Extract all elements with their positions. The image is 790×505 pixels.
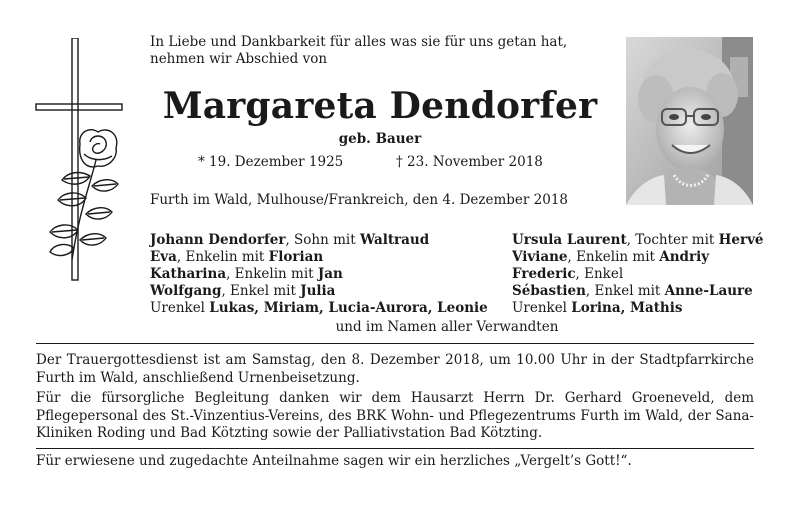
deceased-name: Margareta Dendorfer: [162, 85, 598, 127]
family-member-line: [512, 249, 772, 266]
family-relation: , Enkelin mit: [567, 249, 660, 265]
family-name: Frederic: [512, 266, 576, 282]
family-member-line: [150, 283, 500, 300]
family-member-line: [150, 266, 500, 283]
thanks-text: Für die fürsorgliche Begleitung danken wir dem Hausarzt Herrn Dr. Gerhard Groeneveld, dem Pflegepersonal des St.-Vinzentius-Vereins, des BRK Wohn- und Pflegezentrums Furth im Wald, der Sana-Kliniken Roding und Bad Kötzting sowie der Palliativstation Bad Kötzting.: [36, 390, 754, 441]
family-name: Ursula Laurent: [512, 232, 627, 248]
family-relation: , Enkel mit: [585, 283, 665, 299]
closing-text: Für erwiesene und zugedachte Anteilnahme sagen wir ein herzliches „Vergelt’s Gott!“.: [36, 453, 632, 469]
family-relation: , Enkelin mit: [176, 249, 269, 265]
family-member-line: [150, 232, 500, 249]
family-name: Julia: [300, 283, 336, 299]
family-name: Florian: [268, 249, 324, 265]
family-name: Jan: [317, 266, 343, 282]
family-name: Andriy: [659, 249, 710, 265]
family-name: Wolfgang: [150, 283, 222, 299]
portrait-photo: [626, 37, 753, 205]
family-member-line: [512, 266, 772, 283]
family-relation: Urenkel: [512, 300, 572, 316]
intro-line-1: In Liebe und Dankbarkeit für alles was sie für uns getan hat,: [150, 34, 568, 50]
funeral-service-text: Der Trauergottesdienst ist am Samstag, den 8. Dezember 2018, um 10.00 Uhr in der Stadtpfarrkirche Furth im Wald, anschließend Urnenbeisetzung.: [36, 352, 754, 386]
maiden-name: geb. Bauer: [338, 131, 422, 147]
cross-with-rose-icon: [34, 38, 134, 288]
family-name: Katharina: [150, 266, 227, 282]
intro-line-2: nehmen wir Abschied von: [150, 51, 328, 67]
divider: [36, 448, 754, 449]
place-and-date: Furth im Wald, Mulhouse/Frankreich, den 4. Dezember 2018: [150, 192, 569, 208]
death-date: † 23. November 2018: [396, 154, 543, 170]
family-relation: , Enkel mit: [221, 283, 301, 299]
divider: [36, 343, 754, 344]
relatives-line: und im Namen aller Verwandten: [335, 319, 559, 335]
family-name: Eva: [150, 249, 177, 265]
family-relation: , Sohn mit: [285, 232, 360, 248]
family-name: Sébastien: [512, 283, 586, 299]
intro-text: [150, 34, 610, 68]
family-name: Lukas, Miriam, Lucia-Aurora, Leonie: [209, 300, 488, 316]
family-name: Waltraud: [359, 232, 430, 248]
family-member-line: [512, 283, 772, 300]
family-member-line: [150, 300, 500, 317]
family-member-line: [512, 300, 772, 317]
family-name: Hervé: [718, 232, 764, 248]
family-name: Lorina, Mathis: [571, 300, 683, 316]
family-relation: , Enkelin mit: [226, 266, 318, 282]
family-relation: , Enkel: [575, 266, 624, 282]
family-name: Viviane: [512, 249, 568, 265]
family-name: Anne-Laure: [664, 283, 753, 299]
family-left-column: [150, 232, 500, 317]
family-right-column: [512, 232, 772, 317]
birth-date: * 19. Dezember 1925: [198, 154, 344, 170]
family-member-line: [512, 232, 772, 249]
family-member-line: [150, 249, 500, 266]
family-relation: , Tochter mit: [626, 232, 719, 248]
family-name: Johann Dendorfer: [150, 232, 286, 248]
family-relation: Urenkel: [150, 300, 210, 316]
